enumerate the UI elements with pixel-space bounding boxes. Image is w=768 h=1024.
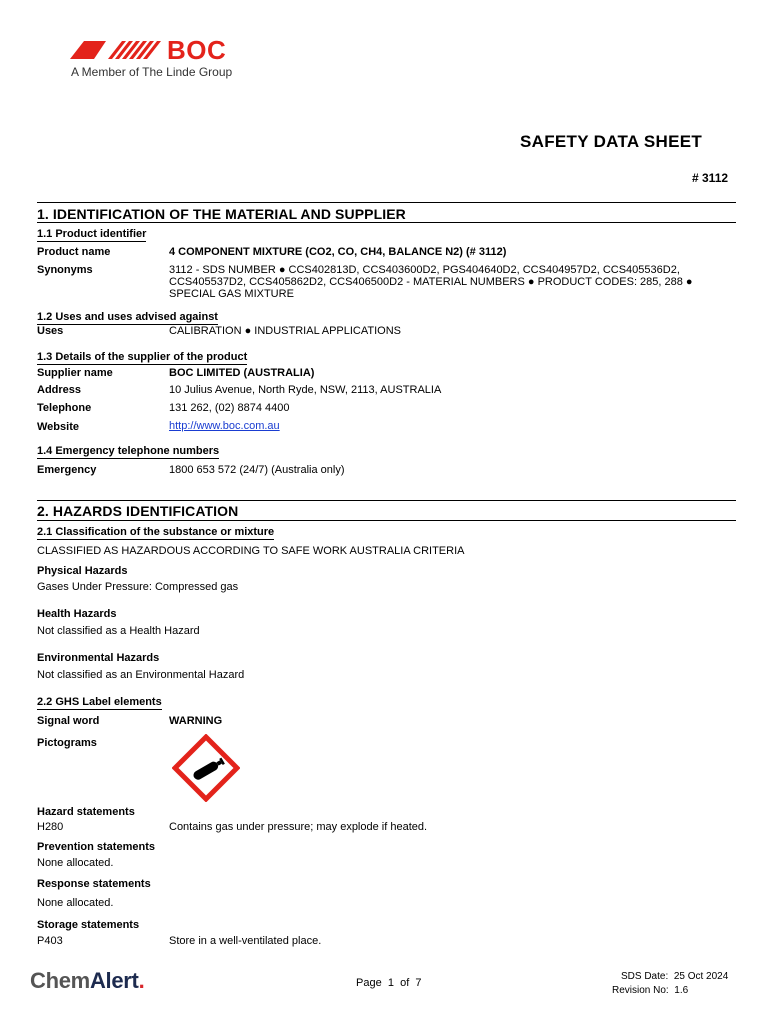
boc-stripes-icon bbox=[70, 39, 164, 61]
response-statements-label: Response statements bbox=[37, 878, 151, 890]
section1-top-rule bbox=[37, 202, 736, 203]
synonyms-line-1: 3112 - SDS NUMBER ● CCS402813D, CCS403600D2, PGS404640D2, CCS404957D2, CCS405536D2, bbox=[169, 264, 680, 276]
chemalert-chem: Chem bbox=[30, 968, 90, 993]
health-hazards-value: Not classified as a Health Hazard bbox=[37, 625, 200, 637]
hazard-code: H280 bbox=[37, 821, 64, 833]
chemalert-alert: Alert bbox=[89, 968, 139, 993]
physical-hazards-label: Physical Hazards bbox=[37, 565, 128, 577]
page-title: SAFETY DATA SHEET bbox=[520, 132, 703, 151]
section2-heading: 2. HAZARDS IDENTIFICATION bbox=[37, 503, 239, 519]
sds-date bbox=[621, 970, 728, 983]
chemalert-logo bbox=[30, 968, 144, 994]
synonyms-line-2: CCS405537D2, CCS405862D2, CCS406500D2 - MATERIAL NUMBERS ● PRODUCT CODES: 285, 288 ● bbox=[169, 276, 693, 288]
page-number: 1 bbox=[387, 977, 394, 989]
uses-value: CALIBRATION ● INDUSTRIAL APPLICATIONS bbox=[169, 325, 401, 337]
storage-code: P403 bbox=[37, 935, 63, 947]
sds-date-label: SDS Date: bbox=[621, 971, 669, 982]
health-hazards-label: Health Hazards bbox=[37, 608, 117, 620]
logo-tagline: A Member of The Linde Group bbox=[71, 65, 233, 79]
address-label: Address bbox=[37, 384, 82, 396]
product-name-label: Product name bbox=[37, 246, 111, 258]
revision-value: 1.6 bbox=[674, 985, 689, 996]
section1-bottom-rule bbox=[37, 222, 736, 223]
section2-top-rule bbox=[37, 500, 736, 501]
classification-text: CLASSIFIED AS HAZARDOUS ACCORDING TO SAFE WORK AUSTRALIA CRITERIA bbox=[37, 545, 465, 557]
synonyms-line-3: SPECIAL GAS MIXTURE bbox=[169, 288, 294, 300]
env-hazards-value: Not classified as an Environmental Hazard bbox=[37, 669, 245, 681]
section2-bottom-rule bbox=[37, 520, 736, 521]
page-indicator bbox=[356, 977, 422, 990]
subsection-1-3-heading: 1.3 Details of the supplier of the product bbox=[37, 351, 248, 363]
hazard-text: Contains gas under pressure; may explode if heated. bbox=[169, 821, 428, 833]
prevention-value: None allocated. bbox=[37, 857, 114, 869]
chemalert-dot: . bbox=[138, 968, 145, 993]
gas-cylinder-icon bbox=[172, 734, 240, 802]
telephone-label: Telephone bbox=[37, 402, 92, 414]
telephone-value: 131 262, (02) 8874 4400 bbox=[169, 402, 290, 414]
storage-text: Store in a well-ventilated place. bbox=[169, 935, 322, 947]
page-of: of bbox=[400, 977, 410, 989]
hazard-statements-label: Hazard statements bbox=[37, 806, 135, 818]
logo-wordmark: BOC bbox=[167, 35, 227, 65]
response-value: None allocated. bbox=[37, 897, 114, 909]
address-value: 10 Julius Avenue, North Ryde, NSW, 2113, AUSTRALIA bbox=[169, 384, 442, 396]
sds-date-value: 25 Oct 2024 bbox=[673, 971, 729, 982]
emergency-label: Emergency bbox=[37, 464, 97, 476]
signal-word-value: WARNING bbox=[169, 715, 223, 727]
page-total: 7 bbox=[415, 977, 422, 989]
prevention-statements-label: Prevention statements bbox=[37, 841, 155, 853]
pictograms-label: Pictograms bbox=[37, 737, 97, 749]
page-label: Page bbox=[356, 977, 382, 989]
signal-word-label: Signal word bbox=[37, 715, 100, 727]
doc-number: # 3112 bbox=[692, 171, 729, 185]
env-hazards-label: Environmental Hazards bbox=[37, 652, 160, 664]
boc-logo bbox=[70, 35, 240, 65]
product-name-value: 4 COMPONENT MIXTURE (CO2, CO, CH4, BALANCE N2) (# 3112) bbox=[169, 246, 507, 258]
physical-hazards-value: Gases Under Pressure: Compressed gas bbox=[37, 581, 239, 593]
revision-label: Revision No: bbox=[612, 985, 669, 996]
revision bbox=[612, 984, 688, 997]
supplier-label: Supplier name bbox=[37, 367, 113, 379]
section1-heading: 1. IDENTIFICATION OF THE MATERIAL AND SUPPLIER bbox=[37, 206, 406, 222]
subsection-2-1-heading: 2.1 Classification of the substance or mixture bbox=[37, 526, 275, 538]
emergency-value: 1800 653 572 (24/7) (Australia only) bbox=[169, 464, 345, 476]
subsection-1-2-heading: 1.2 Uses and uses advised against bbox=[37, 311, 218, 323]
subsection-1-4-heading: 1.4 Emergency telephone numbers bbox=[37, 445, 220, 457]
synonyms-label: Synonyms bbox=[37, 264, 93, 276]
subsection-1-1-heading: 1.1 Product identifier bbox=[37, 228, 147, 240]
website-link[interactable]: http://www.boc.com.au bbox=[169, 420, 280, 432]
subsection-2-2-heading: 2.2 GHS Label elements bbox=[37, 696, 162, 708]
supplier-value: BOC LIMITED (AUSTRALIA) bbox=[169, 367, 315, 379]
website-label: Website bbox=[37, 421, 79, 433]
storage-statements-label: Storage statements bbox=[37, 919, 140, 931]
uses-label: Uses bbox=[37, 325, 64, 337]
